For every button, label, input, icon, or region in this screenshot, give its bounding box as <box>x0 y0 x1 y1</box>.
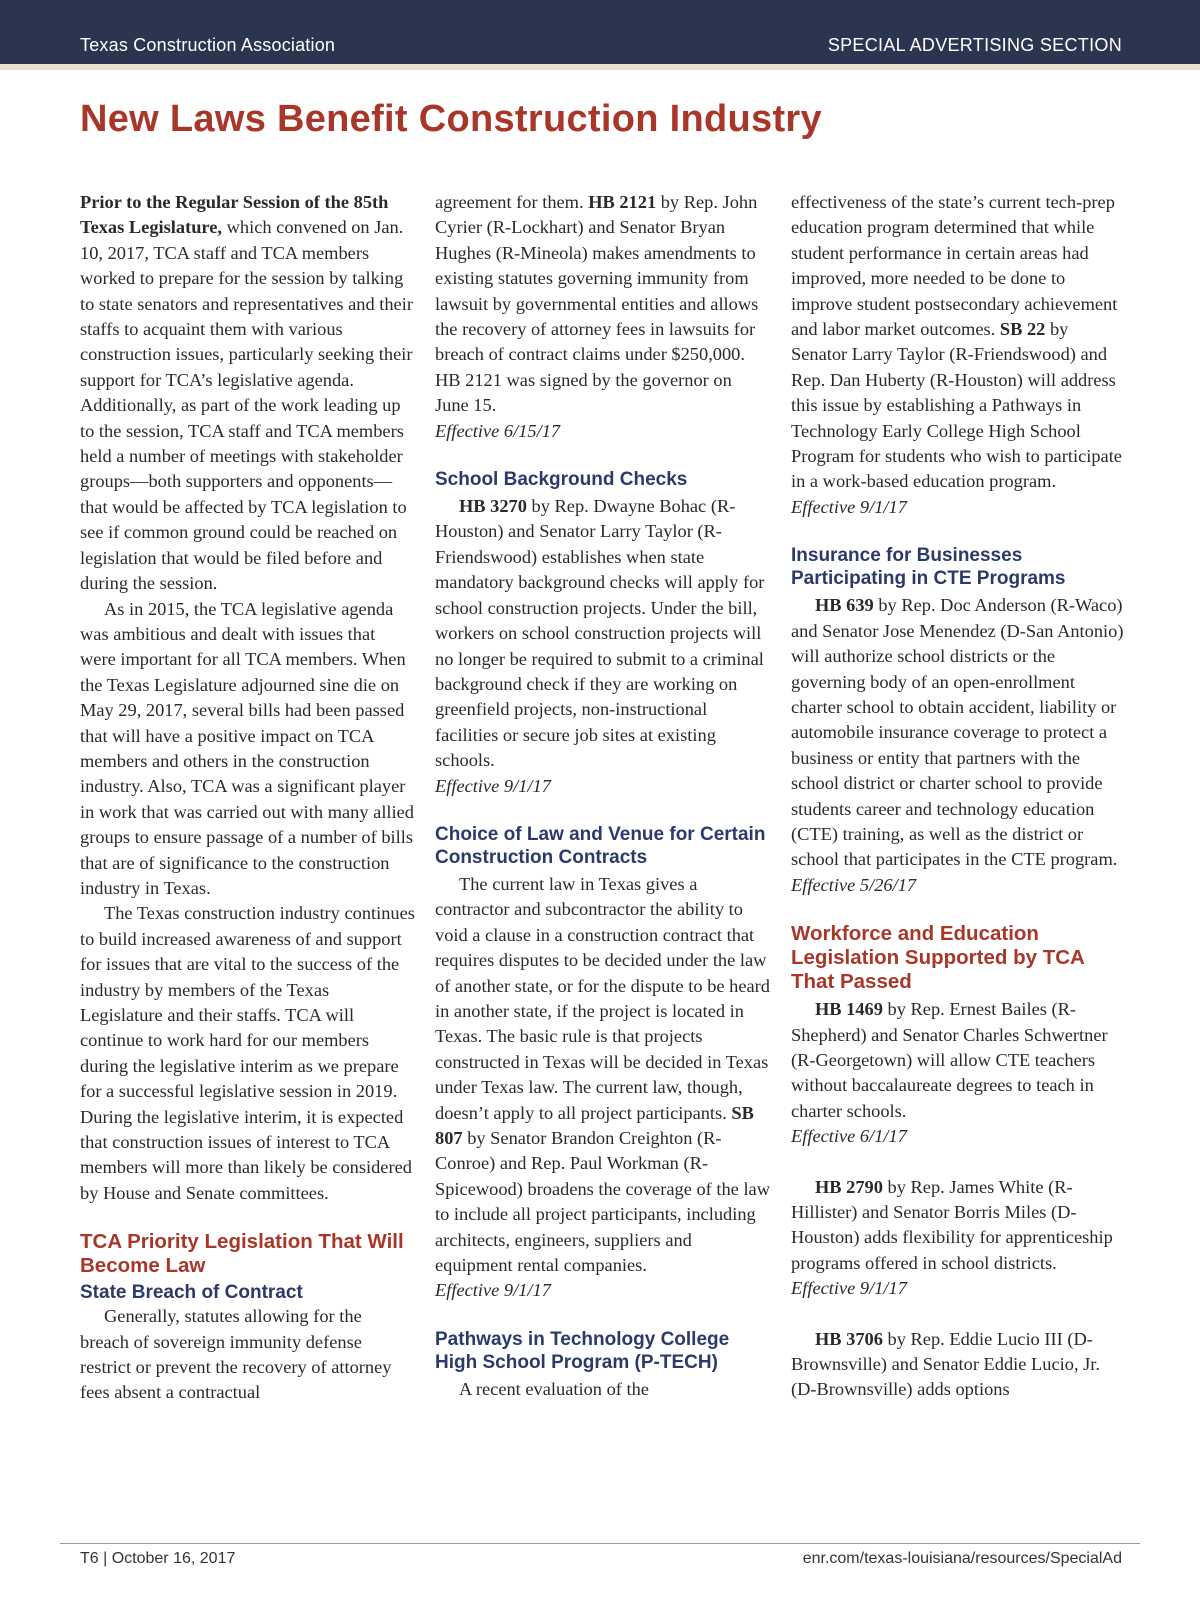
hb2121-paragraph: agreement for them. HB 2121 by Rep. John Cyrier (R-Lockhart) and Senator Bryan Hughes (R-Mineola) makes amendments to existing statutes governing immunity from lawsuit by governmental entities and allows the recovery of attorney fees in lawsuits for breach of contract claims under $250,000. HB 2121 was signed by the governor on June 15. <box>435 192 759 416</box>
intro-paragraph: Prior to the Regular Session of the 85th Texas Legislature, which convened on Jan. 10, 2017, TCA staff and TCA members worked to prepare for the session by talking to state senators and representatives and their staffs to acquaint them with various construction issues, particularly seeking their support for TCA’s legislative agenda. Additionally, as part of the work leading up to the session, TCA staff and TCA members held a number of meetings with stakeholder groups—both supporters and opponents—that would be affected by TCA legislation to see if common ground could be reached on legislation that would be filed before and during the session. <box>80 192 413 594</box>
page-folio: T6 | October 16, 2017 <box>80 1550 236 1567</box>
insurance-cte-heading: Insurance for Businesses Participating in CTE Programs <box>791 545 1066 590</box>
p-tech-heading: Pathways in Technology College High School Program (P-TECH) <box>435 1328 730 1373</box>
footer-divider <box>60 1543 1140 1544</box>
paragraph-3: The Texas construction industry continues to build increased awareness of and support for issues that are vital to the success of the industry by members of the Texas Legislature and their staffs. TCA will continue to work hard for our members during the legislative interim as we prepare for a successful legislative session in 2019. During the legislative interim, it is expected that construction issues of interest to TCA members will more than likely be considered by House and Senate committees. <box>80 903 415 1203</box>
effective-date: Effective 5/26/17 <box>791 874 917 895</box>
column-2 <box>435 190 770 1402</box>
effective-date: Effective 9/1/17 <box>435 775 551 796</box>
effective-date: Effective 9/1/17 <box>791 496 907 517</box>
intro-lead: Prior to the Regular Session of the 85th Texas Legislature, <box>80 192 389 238</box>
school-background-checks-heading: School Background Checks <box>435 469 688 491</box>
sb807-paragraph: The current law in Texas gives a contractor and subcontractor the ability to void a clause in a construction contract that requires disputes to be decided under the law of another state, or for the dispute to be heard in another state, if the project is located in Texas. The basic rule is that projects constructed in Texas will be decided in Texas under Texas law. The current law, though, doesn’t apply to all project participants. SB 807 by Senator Brandon Creighton (R-Conroe) and Rep. Paul Workman (R-Spicewood) broadens the coverage of the law to include all project participants, including architects, engineers, suppliers and equipment rental companies. <box>435 873 771 1276</box>
effective-date: Effective 9/1/17 <box>435 1280 551 1301</box>
page-title: New Laws Benefit Construction Industry <box>80 98 822 140</box>
column-3 <box>791 190 1127 1403</box>
bill-number: HB 639 <box>815 595 874 616</box>
hb639-paragraph: HB 639 by Rep. Doc Anderson (R-Waco) and Senator Jose Menendez (D-San Antonio) will authorize school districts or the governing body of an open-enrollment charter school to obtain accident, liability or automobile insurance coverage to protect a business or entity that partners with the school district or charter school to provide students career and technology education (CTE) training, as well as the district or school that participates in the CTE program. <box>791 595 1124 870</box>
hb3270-paragraph: HB 3270 by Rep. Dwayne Bohac (R-Houston) and Senator Larry Taylor (R-Friendswood) establishes when state mandatory background checks will apply for school construction projects. Under the bill, workers on school construction projects will no longer be required to submit to a criminal background check if they are working on greenfield projects, non-instructional facilities or secure job sites at existing schools. <box>435 496 765 771</box>
column-1 <box>80 190 415 1406</box>
footer-url: enr.com/texas-louisiana/resources/SpecialAd <box>802 1550 1122 1567</box>
state-breach-subheading: State Breach of Contract <box>80 1282 303 1304</box>
sb22-paragraph: effectiveness of the state’s current tech-prep education program determined that while student performance in certain areas had improved, more needed to be done to improve student postsecondary achievement and labor market outcomes. SB 22 by Senator Larry Taylor (R-Friendswood) and Rep. Dan Huberty (R-Houston) will address this issue by establishing a Pathways in Technology Early College High School Program for students who wish to participate in a work-based education program. <box>791 192 1122 492</box>
effective-date: Effective 6/1/17 <box>791 1126 907 1147</box>
paragraph-4: Generally, statutes allowing for the breach of sovereign immunity defense restrict or prevent the recovery of attorney fees absent a contractual <box>80 1306 392 1403</box>
p-tech-paragraph: A recent evaluation of the <box>459 1378 649 1399</box>
bill-number: HB 2790 <box>815 1176 883 1197</box>
header-bar <box>0 0 1200 64</box>
bill-number: HB 3706 <box>815 1328 883 1349</box>
bill-number: HB 2121 <box>588 192 657 212</box>
hb2790-paragraph: HB 2790 by Rep. James White (R-Hillister) and Senator Borris Miles (D-Houston) adds flexibility for apprenticeship programs offered in school districts. <box>791 1176 1113 1273</box>
priority-legislation-heading: TCA Priority Legislation That Will Become Law <box>80 1230 404 1278</box>
hb3706-paragraph: HB 3706 by Rep. Eddie Lucio III (D-Brownsville) and Senator Eddie Lucio, Jr. (D-Brownsville) adds options <box>791 1328 1101 1400</box>
effective-date: Effective 6/15/17 <box>435 420 561 441</box>
bill-number: HB 3270 <box>459 496 527 517</box>
bill-number: HB 1469 <box>815 999 883 1020</box>
bill-number: SB 807 <box>435 1102 754 1148</box>
header-accent-strip <box>0 64 1200 70</box>
section-label: SPECIAL ADVERTISING SECTION <box>827 35 1122 55</box>
choice-of-law-heading: Choice of Law and Venue for Certain Construction Contracts <box>435 823 766 868</box>
workforce-education-heading: Workforce and Education Legislation Supported by TCA That Passed <box>791 922 1085 994</box>
bill-number: SB 22 <box>999 319 1046 340</box>
paragraph-2: As in 2015, the TCA legislative agenda was ambitious and dealt with issues that were important for all TCA members. When the Texas Legislature adjourned sine die on May 29, 2017, several bills had been passed that will have a positive impact on TCA members and others in the construction industry. Also, TCA was a significant player in work that was carried out with many allied groups to ensure passage of a number of bills that are of significance to the construction industry in Texas. <box>80 598 415 898</box>
hb1469-paragraph: HB 1469 by Rep. Ernest Bailes (R-Shepherd) and Senator Charles Schwertner (R-Georgetown) will allow CTE teachers without baccalaureate degrees to teach in charter schools. <box>791 999 1108 1121</box>
effective-date: Effective 9/1/17 <box>791 1278 907 1299</box>
publication-name: Texas Construction Association <box>80 35 336 55</box>
